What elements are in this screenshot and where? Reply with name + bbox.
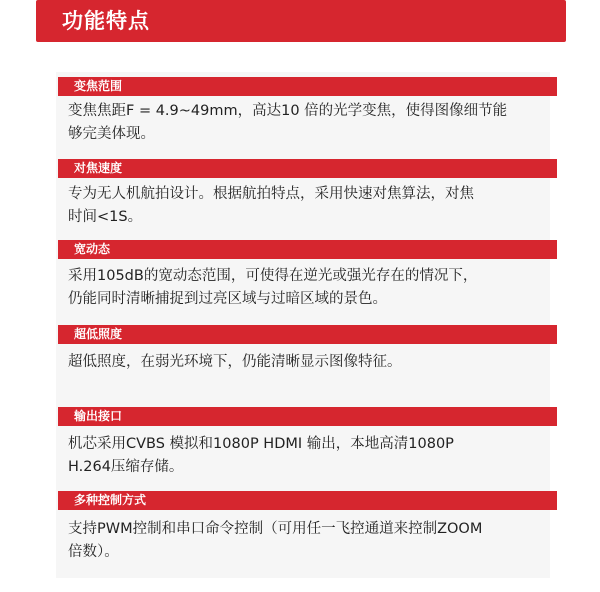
feature-focus-speed-body — [68, 183, 550, 229]
section-header-bar — [36, 0, 566, 42]
feature-title: 超低照度 — [74, 327, 123, 341]
feature-text-line: 超低照度，在弱光环境下，仍能清晰显示图像特征。 — [68, 354, 402, 370]
feature-text-line: 支持PWM控制和串口命令控制（可用任一飞控通道来控制ZOOM — [68, 521, 483, 537]
feature-zoom-range-body — [68, 100, 550, 146]
feature-low-light-header — [58, 325, 557, 344]
feature-output-body — [68, 433, 550, 479]
feature-wdr-header — [58, 240, 557, 259]
feature-text-line: 专为无人机航拍设计。根据航拍特点，采用快速对焦算法，对焦 — [68, 186, 474, 202]
feature-output-header — [58, 407, 557, 426]
page-title: 功能特点 — [62, 9, 150, 33]
feature-text-line: 时间<1S。 — [68, 209, 143, 225]
feature-control-header — [58, 491, 557, 510]
feature-text-line: 采用105dB的宽动态范围，可使得在逆光或强光存在的情况下， — [68, 268, 478, 284]
feature-title: 宽动态 — [74, 242, 111, 256]
feature-text-line: H.264压缩存储。 — [68, 459, 184, 475]
feature-focus-speed-header — [58, 159, 557, 178]
feature-text-line: 仍能同时清晰捕捉到过亮区域与过暗区域的景色。 — [68, 291, 387, 307]
feature-text-line: 变焦焦距F = 4.9~49mm，高达10 倍的光学变焦，使得图像细节能 — [68, 103, 508, 119]
feature-title: 对焦速度 — [74, 161, 123, 175]
feature-text-line: 够完美体现。 — [68, 126, 155, 142]
feature-title: 多种控制方式 — [74, 493, 147, 507]
feature-zoom-range-header — [58, 77, 557, 96]
feature-text-line: 机芯采用CVBS 模拟和1080P HDMI 输出，本地高清1080P — [68, 436, 454, 452]
feature-title: 输出接口 — [74, 409, 123, 423]
feature-title: 变焦范围 — [74, 79, 123, 93]
feature-control-body — [68, 518, 550, 564]
feature-text-line: 倍数）。 — [68, 544, 119, 560]
feature-low-light-body — [68, 351, 550, 374]
feature-wdr-body — [68, 265, 550, 311]
